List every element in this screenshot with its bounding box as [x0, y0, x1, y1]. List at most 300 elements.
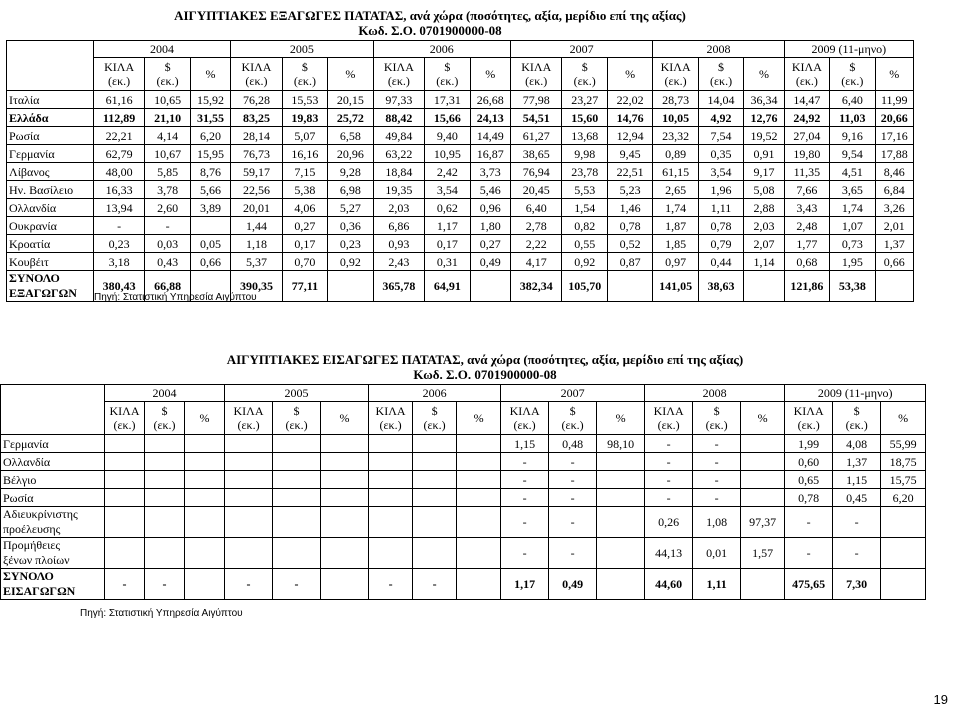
value-cell	[321, 471, 369, 489]
value-cell: 5,46	[470, 181, 510, 199]
value-cell	[369, 507, 413, 538]
value-cell: 3,89	[190, 199, 230, 217]
value-cell: 22,51	[607, 163, 652, 181]
country-cell: Ελλάδα	[7, 109, 94, 127]
import-column-header-row	[1, 402, 926, 435]
value-cell: 13,94	[93, 199, 145, 217]
value-cell: -	[645, 471, 693, 489]
total-value-cell	[457, 569, 501, 600]
value-cell	[369, 471, 413, 489]
table-row	[7, 91, 914, 109]
value-cell: 0,35	[698, 145, 743, 163]
value-cell: 98,10	[597, 435, 645, 453]
value-cell: 5,66	[190, 181, 230, 199]
total-value-cell: 141,05	[653, 271, 698, 302]
value-cell	[225, 453, 273, 471]
value-cell: 3,54	[698, 163, 743, 181]
value-cell: 6,20	[190, 127, 230, 145]
value-cell	[597, 471, 645, 489]
export-code: Κωδ. Σ.Ο. 0701900000-08	[358, 23, 502, 38]
value-cell	[145, 435, 185, 453]
value-cell	[457, 471, 501, 489]
country-cell: Βέλγιο	[1, 471, 105, 489]
value-cell: 4,14	[145, 127, 190, 145]
value-cell: 6,40	[510, 199, 562, 217]
value-cell: 3,73	[470, 163, 510, 181]
value-cell: 20,66	[875, 109, 913, 127]
value-cell: 0,23	[93, 235, 145, 253]
country-cell: Ουκρανία	[7, 217, 94, 235]
value-cell: 21,10	[145, 109, 190, 127]
value-cell: 15,92	[190, 91, 230, 109]
import-year-header: 2006	[369, 385, 501, 402]
import-pct-header: %	[185, 402, 225, 435]
value-cell: 2,03	[373, 199, 425, 217]
value-cell: 61,27	[510, 127, 562, 145]
value-cell	[185, 471, 225, 489]
value-cell: 97,37	[741, 507, 785, 538]
value-cell: -	[549, 489, 597, 507]
value-cell: 5,85	[145, 163, 190, 181]
value-cell: 8,76	[190, 163, 230, 181]
export-year-header: 2004	[93, 41, 230, 58]
value-cell: 5,23	[607, 181, 652, 199]
value-cell: 0,23	[328, 235, 373, 253]
value-cell: 9,17	[744, 163, 784, 181]
value-cell: 4,92	[698, 109, 743, 127]
table-row	[1, 507, 926, 538]
value-cell	[413, 538, 457, 569]
value-cell: 76,28	[231, 91, 283, 109]
export-usd-header: $ (εκ.)	[425, 58, 470, 91]
total-value-cell	[597, 569, 645, 600]
country-cell: Ολλανδία	[1, 453, 105, 471]
table-row	[7, 253, 914, 271]
total-label-cell: ΣΥΝΟΛΟ ΕΙΣΑΓΩΓΩΝ	[1, 569, 105, 600]
value-cell: 16,16	[282, 145, 327, 163]
value-cell: -	[785, 538, 833, 569]
value-cell: 0,62	[425, 199, 470, 217]
country-cell: Λίβανος	[7, 163, 94, 181]
value-cell: -	[693, 471, 741, 489]
value-cell	[413, 435, 457, 453]
value-cell: 16,87	[470, 145, 510, 163]
value-cell: -	[145, 217, 190, 235]
export-pct-header: %	[744, 58, 784, 91]
total-value-cell: -	[145, 569, 185, 600]
value-cell: 9,16	[830, 127, 875, 145]
value-cell: 26,68	[470, 91, 510, 109]
total-value-cell: 390,35	[231, 271, 283, 302]
import-year-row	[1, 385, 926, 402]
value-cell: -	[549, 453, 597, 471]
value-cell: 0,43	[145, 253, 190, 271]
value-cell: 0,27	[470, 235, 510, 253]
import-year-header: 2008	[645, 385, 785, 402]
value-cell: 0,17	[425, 235, 470, 253]
export-pct-header: %	[875, 58, 913, 91]
value-cell: 16,33	[93, 181, 145, 199]
value-cell: -	[549, 471, 597, 489]
value-cell: -	[93, 217, 145, 235]
value-cell	[321, 507, 369, 538]
import-usd-header: $ (εκ.)	[413, 402, 457, 435]
value-cell	[145, 453, 185, 471]
total-value-cell: 53,38	[830, 271, 875, 302]
table-row	[7, 181, 914, 199]
value-cell: 59,17	[231, 163, 283, 181]
value-cell: 2,42	[425, 163, 470, 181]
value-cell: 7,54	[698, 127, 743, 145]
value-cell: 1,15	[501, 435, 549, 453]
table-row	[7, 199, 914, 217]
total-value-cell: 380,43	[93, 271, 145, 302]
value-cell: 48,00	[93, 163, 145, 181]
value-cell: 9,40	[425, 127, 470, 145]
value-cell	[145, 471, 185, 489]
value-cell: 1,57	[741, 538, 785, 569]
value-cell	[185, 507, 225, 538]
value-cell: -	[645, 489, 693, 507]
value-cell: 0,96	[470, 199, 510, 217]
value-cell: 25,72	[328, 109, 373, 127]
value-cell	[413, 471, 457, 489]
export-title: ΑΙΓΥΠΤΙΑΚΕΣ ΕΞΑΓΩΓΕΣ ΠΑΤΑΤΑΣ, ανά χώρα (ποσότητες, αξία, μερίδιο επί της αξίας)	[174, 8, 686, 23]
value-cell	[273, 507, 321, 538]
value-cell	[105, 471, 145, 489]
value-cell: 0,92	[328, 253, 373, 271]
value-cell: 61,16	[93, 91, 145, 109]
value-cell: 1,99	[785, 435, 833, 453]
country-cell: Γερμανία	[7, 145, 94, 163]
import-usd-header: $ (εκ.)	[145, 402, 185, 435]
value-cell: 0,73	[830, 235, 875, 253]
import-source: Πηγή: Στατιστική Υπηρεσία Αιγύπτου	[80, 608, 243, 619]
import-year-header: 2005	[225, 385, 369, 402]
value-cell	[225, 471, 273, 489]
value-cell: 0,01	[693, 538, 741, 569]
value-cell	[457, 507, 501, 538]
value-cell: 9,28	[328, 163, 373, 181]
import-usd-header: $ (εκ.)	[273, 402, 321, 435]
total-value-cell: 382,34	[510, 271, 562, 302]
value-cell: 54,51	[510, 109, 562, 127]
value-cell: 44,13	[645, 538, 693, 569]
export-pct-header: %	[470, 58, 510, 91]
value-cell: 1,11	[698, 199, 743, 217]
value-cell: 13,68	[562, 127, 607, 145]
value-cell: 1,14	[744, 253, 784, 271]
value-cell: 5,08	[744, 181, 784, 199]
value-cell: 1,15	[833, 471, 881, 489]
value-cell: 55,99	[881, 435, 926, 453]
value-cell	[105, 538, 145, 569]
value-cell: 0,78	[607, 217, 652, 235]
value-cell	[185, 489, 225, 507]
export-usd-header: $ (εκ.)	[562, 58, 607, 91]
value-cell	[185, 453, 225, 471]
value-cell	[369, 538, 413, 569]
value-cell: -	[833, 507, 881, 538]
export-corner-cell	[7, 41, 94, 91]
import-title: ΑΙΓΥΠΤΙΑΚΕΣ ΕΙΣΑΓΩΓΕΣ ΠΑΤΑΤΑΣ, ανά χώρα (ποσότητες, αξία, μερίδιο επί της αξίας)	[226, 352, 744, 367]
total-value-cell	[470, 271, 510, 302]
value-cell: 15,95	[190, 145, 230, 163]
value-cell: 28,14	[231, 127, 283, 145]
import-year-header: 2004	[105, 385, 225, 402]
total-label-cell: ΣΥΝΟΛΟ ΕΞΑΓΩΓΩΝ	[7, 271, 94, 302]
value-cell: 3,54	[425, 181, 470, 199]
table-row	[1, 538, 926, 569]
value-cell	[273, 453, 321, 471]
value-cell	[145, 538, 185, 569]
value-cell: 76,73	[231, 145, 283, 163]
country-cell: Αδιευκρίνιστης προέλευσης	[1, 507, 105, 538]
value-cell: 17,31	[425, 91, 470, 109]
value-cell: -	[693, 435, 741, 453]
import-kila-header: ΚΙΛΑ (εκ.)	[501, 402, 549, 435]
value-cell: -	[501, 538, 549, 569]
total-value-cell	[321, 569, 369, 600]
value-cell	[369, 489, 413, 507]
value-cell: 0,70	[282, 253, 327, 271]
total-value-cell	[185, 569, 225, 600]
table-row	[7, 145, 914, 163]
value-cell: 6,84	[875, 181, 913, 199]
table-row	[1, 471, 926, 489]
total-value-cell	[875, 271, 913, 302]
value-cell: 0,26	[645, 507, 693, 538]
value-cell: 27,04	[784, 127, 829, 145]
value-cell: 23,27	[562, 91, 607, 109]
value-cell	[369, 453, 413, 471]
value-cell	[413, 453, 457, 471]
page-number: 19	[933, 692, 948, 707]
total-value-cell: -	[413, 569, 457, 600]
value-cell: 1,44	[231, 217, 283, 235]
value-cell: 2,65	[653, 181, 698, 199]
import-kila-header: ΚΙΛΑ (εκ.)	[645, 402, 693, 435]
total-value-cell	[607, 271, 652, 302]
value-cell	[321, 435, 369, 453]
value-cell: 0,27	[282, 217, 327, 235]
export-kila-header: ΚΙΛΑ (εκ.)	[510, 58, 562, 91]
value-cell: -	[501, 471, 549, 489]
value-cell: 36,34	[744, 91, 784, 109]
value-cell: 24,92	[784, 109, 829, 127]
export-pct-header: %	[190, 58, 230, 91]
value-cell	[185, 435, 225, 453]
value-cell: 4,06	[282, 199, 327, 217]
value-cell: 0,87	[607, 253, 652, 271]
value-cell: 10,05	[653, 109, 698, 127]
value-cell	[457, 435, 501, 453]
value-cell: 7,15	[282, 163, 327, 181]
value-cell	[741, 489, 785, 507]
value-cell: 1,74	[653, 199, 698, 217]
export-column-header-row	[7, 58, 914, 91]
total-value-cell	[328, 271, 373, 302]
value-cell	[457, 453, 501, 471]
export-year-header: 2007	[510, 41, 652, 58]
value-cell: 7,66	[784, 181, 829, 199]
value-cell: 1,95	[830, 253, 875, 271]
value-cell	[741, 453, 785, 471]
export-source: Πηγή: Στατιστική Υπηρεσία Αιγύπτου	[94, 292, 257, 303]
value-cell	[321, 453, 369, 471]
value-cell: 49,84	[373, 127, 425, 145]
value-cell: 1,17	[425, 217, 470, 235]
value-cell	[105, 489, 145, 507]
value-cell: 22,21	[93, 127, 145, 145]
value-cell: 0,65	[785, 471, 833, 489]
value-cell: -	[645, 453, 693, 471]
value-cell: 0,78	[698, 217, 743, 235]
value-cell: 15,66	[425, 109, 470, 127]
value-cell: 31,55	[190, 109, 230, 127]
total-value-cell: -	[225, 569, 273, 600]
total-value-cell: 121,86	[784, 271, 829, 302]
value-cell: 0,82	[562, 217, 607, 235]
country-cell: Ρωσία	[7, 127, 94, 145]
value-cell: 0,31	[425, 253, 470, 271]
country-cell: Γερμανία	[1, 435, 105, 453]
export-pct-header: %	[607, 58, 652, 91]
value-cell: -	[501, 507, 549, 538]
value-cell: 6,58	[328, 127, 373, 145]
value-cell: -	[549, 507, 597, 538]
country-cell: Κουβέιτ	[7, 253, 94, 271]
value-cell: 17,88	[875, 145, 913, 163]
value-cell: 1,08	[693, 507, 741, 538]
value-cell: 15,53	[282, 91, 327, 109]
value-cell: 4,51	[830, 163, 875, 181]
value-cell: 83,25	[231, 109, 283, 127]
value-cell: 1,37	[833, 453, 881, 471]
value-cell: 14,04	[698, 91, 743, 109]
value-cell	[273, 489, 321, 507]
value-cell: 1,46	[607, 199, 652, 217]
value-cell: 0,66	[875, 253, 913, 271]
import-title-block	[150, 352, 820, 382]
export-kila-header: ΚΙΛΑ (εκ.)	[231, 58, 283, 91]
value-cell	[190, 217, 230, 235]
value-cell: 20,01	[231, 199, 283, 217]
total-value-cell	[881, 569, 926, 600]
value-cell: -	[645, 435, 693, 453]
value-cell: 6,86	[373, 217, 425, 235]
value-cell: 6,20	[881, 489, 926, 507]
value-cell: 23,78	[562, 163, 607, 181]
value-cell	[321, 538, 369, 569]
import-pct-header: %	[457, 402, 501, 435]
value-cell: 0,92	[562, 253, 607, 271]
import-usd-header: $ (εκ.)	[549, 402, 597, 435]
import-total-row	[1, 569, 926, 600]
value-cell: 11,35	[784, 163, 829, 181]
value-cell: 4,17	[510, 253, 562, 271]
import-year-header: 2007	[501, 385, 645, 402]
value-cell: 20,96	[328, 145, 373, 163]
export-kila-header: ΚΙΛΑ (εκ.)	[784, 58, 829, 91]
export-year-header: 2008	[653, 41, 784, 58]
value-cell: 2,03	[744, 217, 784, 235]
table-row	[7, 235, 914, 253]
value-cell: 0,03	[145, 235, 190, 253]
total-value-cell: 105,70	[562, 271, 607, 302]
total-value-cell: 0,49	[549, 569, 597, 600]
total-value-cell: 66,88	[145, 271, 190, 302]
value-cell: 1,74	[830, 199, 875, 217]
value-cell: 10,95	[425, 145, 470, 163]
value-cell: 0,93	[373, 235, 425, 253]
total-value-cell: 7,30	[833, 569, 881, 600]
country-cell: Ρωσία	[1, 489, 105, 507]
import-table	[0, 384, 926, 600]
value-cell: 1,54	[562, 199, 607, 217]
value-cell: 1,96	[698, 181, 743, 199]
value-cell	[457, 538, 501, 569]
value-cell: -	[549, 538, 597, 569]
table-row	[1, 489, 926, 507]
value-cell: 61,15	[653, 163, 698, 181]
value-cell: 0,44	[698, 253, 743, 271]
total-value-cell: 44,60	[645, 569, 693, 600]
value-cell	[145, 489, 185, 507]
export-usd-header: $ (εκ.)	[145, 58, 190, 91]
value-cell	[321, 489, 369, 507]
import-pct-header: %	[741, 402, 785, 435]
value-cell: 1,18	[231, 235, 283, 253]
value-cell: 9,45	[607, 145, 652, 163]
value-cell: 0,48	[549, 435, 597, 453]
value-cell: -	[785, 507, 833, 538]
value-cell: 112,89	[93, 109, 145, 127]
value-cell: 18,75	[881, 453, 926, 471]
value-cell: -	[501, 453, 549, 471]
value-cell: 14,76	[607, 109, 652, 127]
value-cell	[225, 538, 273, 569]
value-cell: 3,18	[93, 253, 145, 271]
value-cell: 1,07	[830, 217, 875, 235]
value-cell: 2,48	[784, 217, 829, 235]
value-cell: 9,98	[562, 145, 607, 163]
value-cell: 19,80	[784, 145, 829, 163]
value-cell: 0,52	[607, 235, 652, 253]
value-cell	[597, 453, 645, 471]
total-value-cell	[741, 569, 785, 600]
value-cell: 0,36	[328, 217, 373, 235]
value-cell: 19,52	[744, 127, 784, 145]
value-cell	[369, 435, 413, 453]
value-cell	[105, 453, 145, 471]
value-cell: 23,32	[653, 127, 698, 145]
total-value-cell: -	[273, 569, 321, 600]
value-cell: 14,49	[470, 127, 510, 145]
import-code: Κωδ. Σ.Ο. 0701900000-08	[413, 367, 557, 382]
export-year-header: 2005	[231, 41, 373, 58]
total-value-cell: 365,78	[373, 271, 425, 302]
value-cell	[105, 435, 145, 453]
total-value-cell: 475,65	[785, 569, 833, 600]
value-cell: 14,47	[784, 91, 829, 109]
import-pct-header: %	[321, 402, 369, 435]
value-cell: 0,49	[470, 253, 510, 271]
value-cell: 18,84	[373, 163, 425, 181]
value-cell: 5,07	[282, 127, 327, 145]
value-cell: 97,33	[373, 91, 425, 109]
import-kila-header: ΚΙΛΑ (εκ.)	[785, 402, 833, 435]
